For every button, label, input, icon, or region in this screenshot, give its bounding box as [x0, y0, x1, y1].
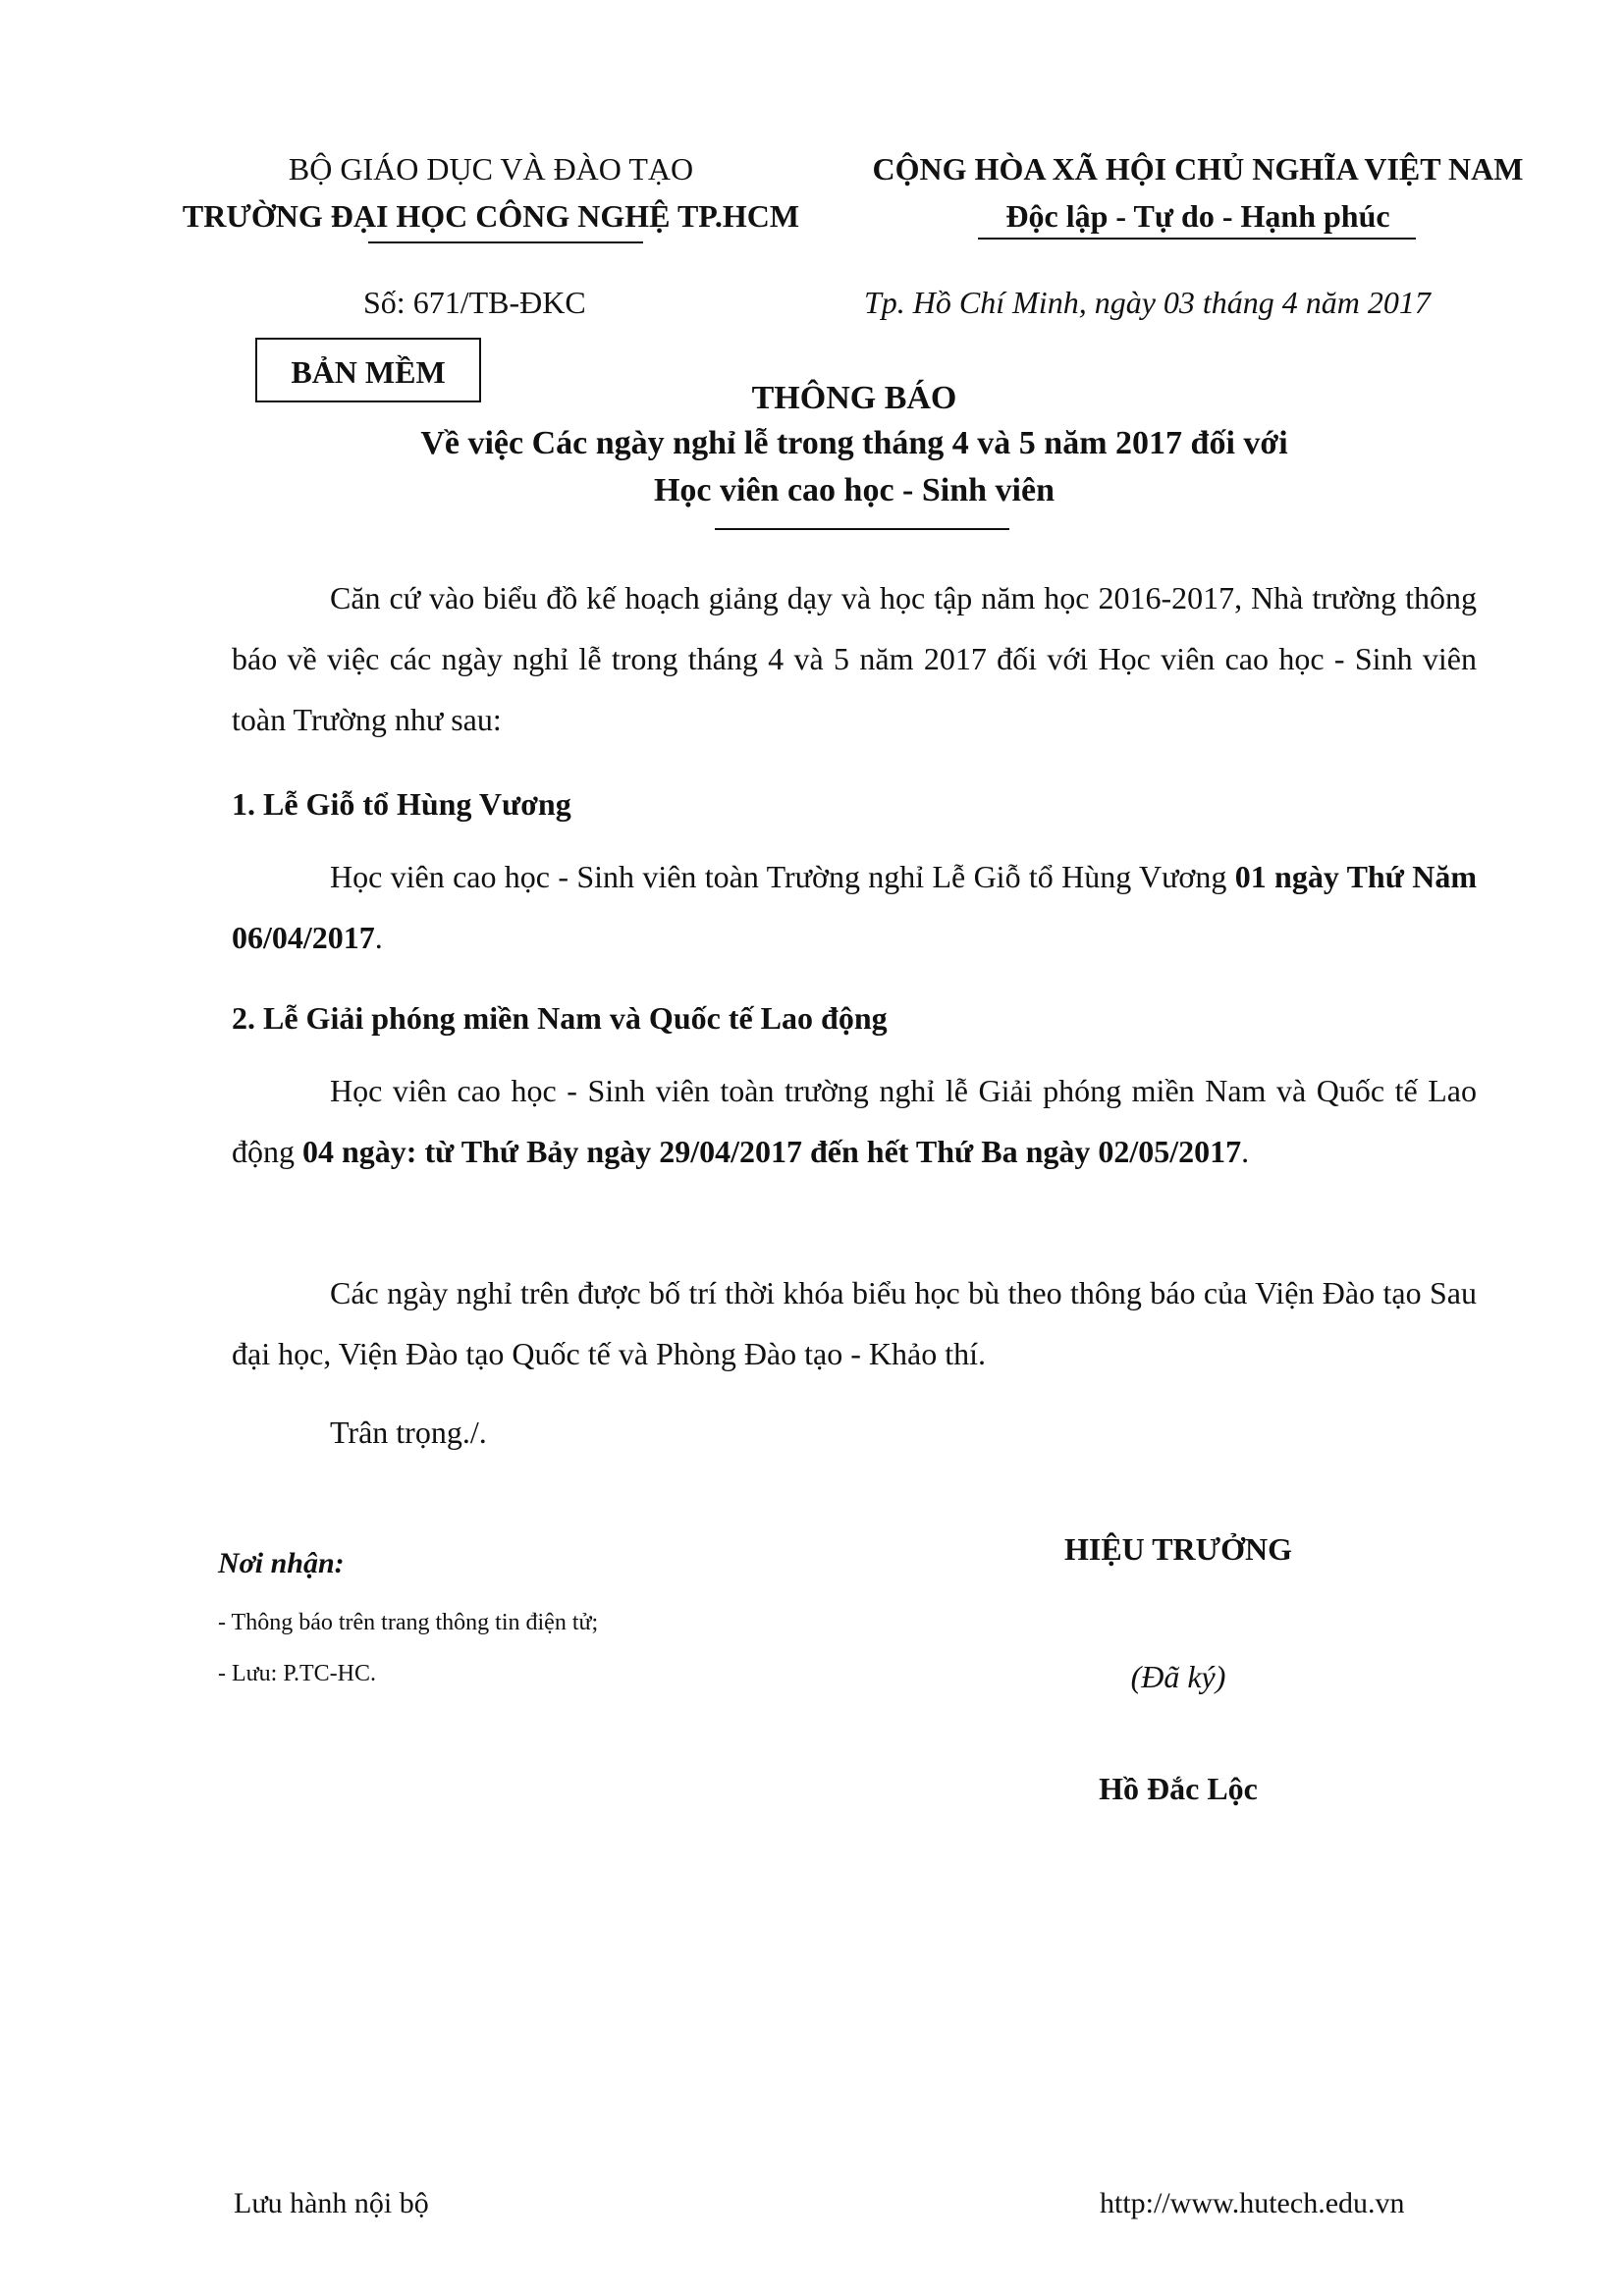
place-date: Tp. Hồ Chí Minh, ngày 03 tháng 4 năm 2017: [864, 285, 1431, 320]
signer-title: HIỆU TRƯỞNG: [1063, 1531, 1293, 1567]
ministry-name: BỘ GIÁO DỤC VÀ ĐÀO TẠO: [288, 151, 694, 187]
recipient-item: - Lưu: P.TC-HC.: [218, 1661, 377, 1686]
section2-text: Học viên cao học - Sinh viên toàn trường nghỉ lễ Giải phóng miền Nam và Quốc tế Lao động: [232, 1073, 1477, 1169]
soft-copy-stamp: BẢN MỀM: [255, 338, 481, 402]
national-motto: Độc lập - Tự do - Hạnh phúc: [1005, 198, 1390, 234]
section2-end: .: [1241, 1134, 1250, 1169]
section1-text: Học viên cao học - Sinh viên toàn Trường nghỉ Lễ Giỗ tổ Hùng Vương: [330, 859, 1235, 894]
section1-bold: 01 ngày Thứ Năm 06/04/2017: [232, 859, 1478, 955]
notice-subject-line1: Về việc Các ngày nghỉ lễ trong tháng 4 và 5 năm 2017 đối với: [420, 425, 1288, 461]
recipients-heading: Nơi nhận:: [218, 1547, 345, 1579]
notice-subject: [255, 420, 1453, 514]
intro-paragraph: Căn cứ vào biểu đồ kế hoạch giảng dạy và học tập năm học 2016-2017, Nhà trường thông báo về việc các ngày nghỉ lễ trong tháng 4 và 5 năm 2017 đối với Học viên cao học - Sinh viên toàn Trường như sau:: [232, 580, 1477, 737]
section2-bold: 04 ngày: từ Thứ Bảy ngày 29/04/2017 đến hết Thứ Ba ngày 02/05/2017: [302, 1134, 1242, 1169]
notice-subject-line2: Học viên cao học - Sinh viên: [653, 472, 1056, 508]
notice-title: THÔNG BÁO: [751, 380, 957, 416]
section1-paragraph: [232, 846, 1477, 968]
makeup-paragraph: Các ngày nghỉ trên được bố trí thời khóa biểu học bù theo thông báo của Viện Đào tạo Sau đại học, Viện Đào tạo Quốc tế và Phòng Đào tạo - Khảo thí.: [232, 1275, 1477, 1371]
motto-underline: [978, 238, 1416, 240]
footer-website: http://www.hutech.edu.vn: [1100, 2187, 1405, 2219]
title-underline: [715, 528, 1009, 530]
header-left: [157, 145, 825, 240]
signed-note: (Đã ký): [1130, 1659, 1226, 1694]
closing-line: Trân trọng./.: [330, 1415, 487, 1450]
recipient-item: - Thông báo trên trang thông tin điện tử;: [218, 1610, 599, 1635]
section1-heading: 1. Lễ Giỗ tổ Hùng Vương: [232, 786, 571, 822]
section1-end: .: [374, 920, 383, 955]
header-left-underline: [368, 241, 643, 243]
document-number: Số: 671/TB-ĐKC: [363, 285, 586, 320]
section2-paragraph: [232, 1060, 1477, 1182]
republic-name: CỘNG HÒA XÃ HỘI CHỦ NGHĨA VIỆT NAM: [872, 151, 1524, 187]
footer-internal-note: Lưu hành nội bộ: [234, 2187, 429, 2219]
university-name: TRƯỜNG ĐẠI HỌC CÔNG NGHỆ TP.HCM: [182, 198, 800, 234]
signer-name: Hồ Đắc Lộc: [1099, 1771, 1258, 1806]
header-right: [825, 145, 1571, 240]
section2-heading: 2. Lễ Giải phóng miền Nam và Quốc tế Lao động: [232, 1000, 888, 1036]
